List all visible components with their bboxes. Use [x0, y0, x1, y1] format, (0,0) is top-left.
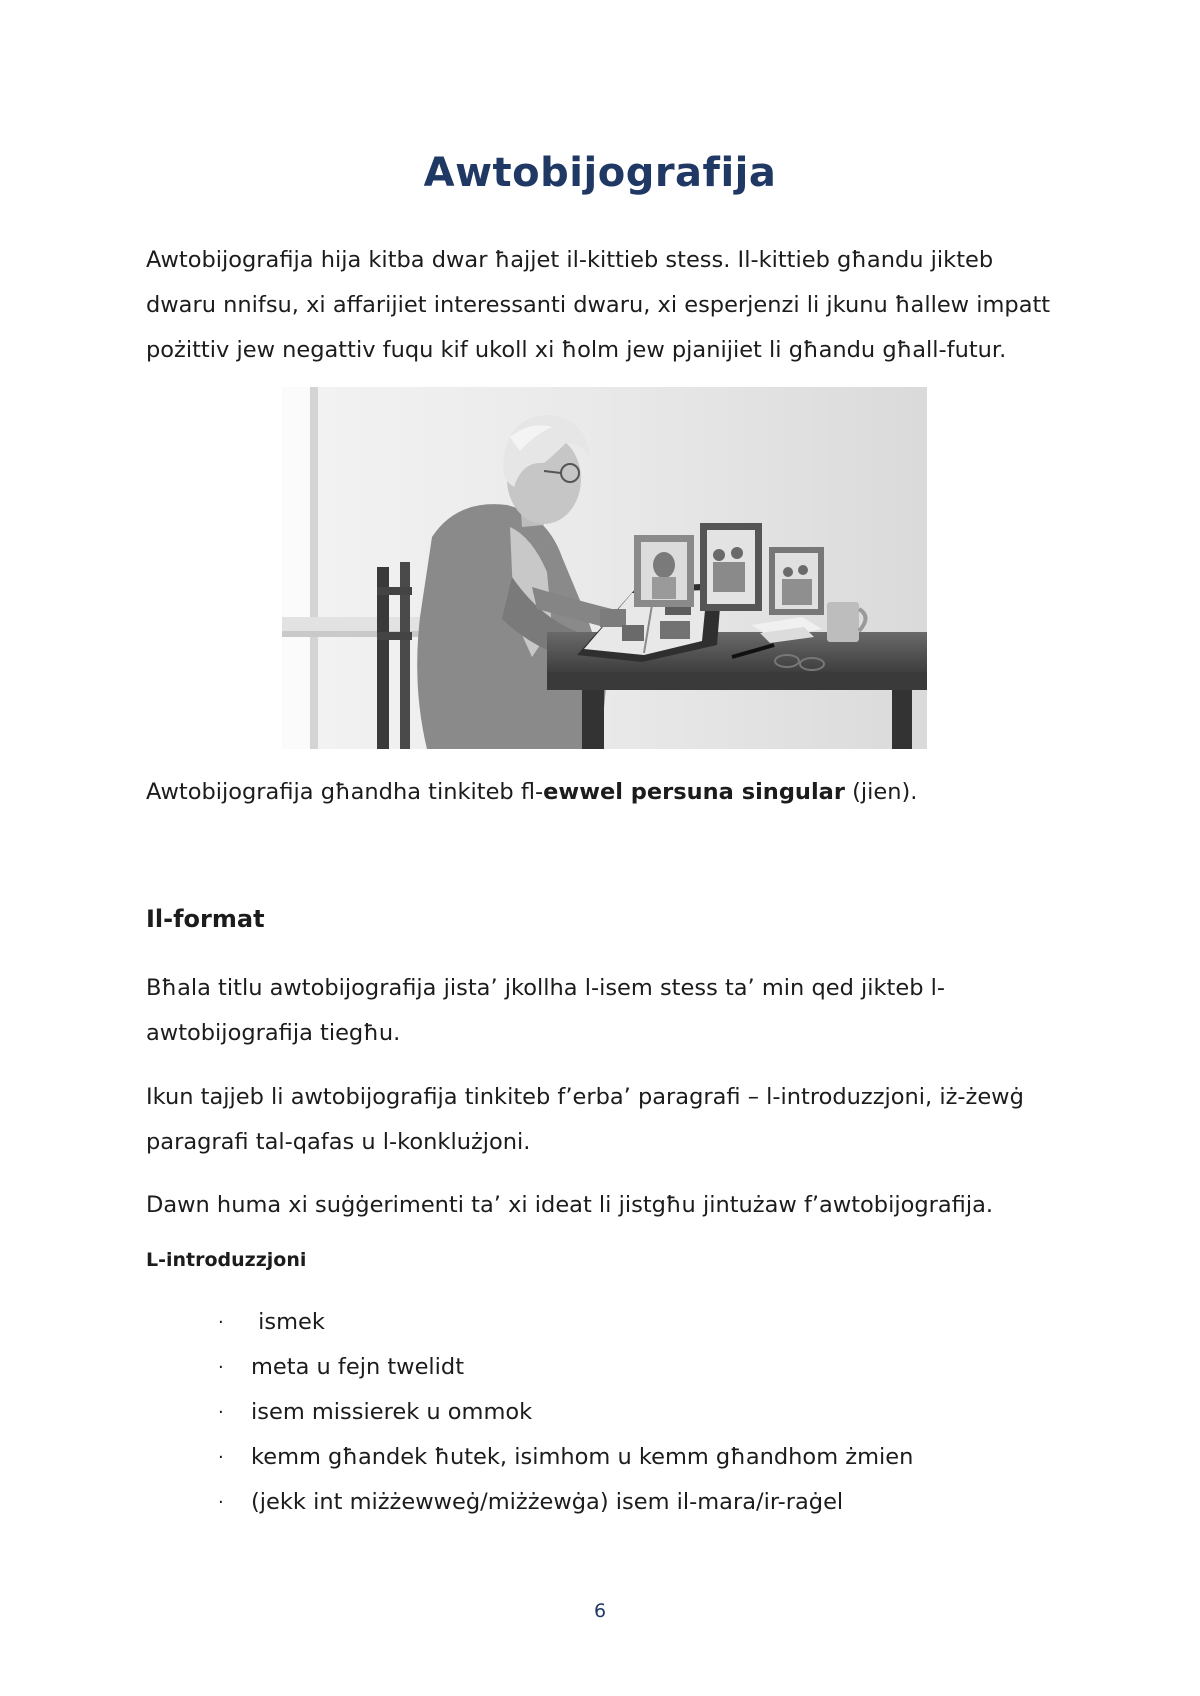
list-item-text: kemm għandek ħutek, isimhom u kemm għandhom żmien	[251, 1444, 914, 1470]
first-person-note	[146, 772, 917, 812]
section-heading-format: Il-format	[146, 905, 265, 933]
list-item	[218, 1300, 913, 1345]
intro-paragraph: Awtobijografija hija kitba dwar ħajjet il-kittieb stess. Il-kittieb għandu jikteb dwaru nnifsu, xi affarijiet interessanti dwaru, xi esperjenzi li jkunu ħallew impatt pożittiv jew negattiv fuqu kif ukoll xi ħolm jew pjanijiet li għandu għall-futur.	[146, 247, 1051, 363]
sub-heading-introduction: L-introduzzjoni	[146, 1249, 307, 1271]
page-number: 6	[593, 1600, 607, 1622]
person-line-text: Awtobijografija għandha tinkiteb fl-	[146, 779, 544, 805]
list-item-text: meta u fejn twelidt	[251, 1354, 465, 1380]
bullet-icon: ·	[218, 1447, 224, 1468]
paragraph-structure: Ikun tajjeb li awtobijografija tinkiteb f’erba’ paragrafi – l-introduzzjoni, iż-żewġ paragrafi tal-qafas u l-konklużjoni.	[146, 1084, 1024, 1155]
bullet-icon: ·	[218, 1312, 224, 1333]
list-item	[218, 1480, 913, 1525]
list-item-text: (jekk int miżżewweġ/miżżewġa) isem il-mara/ir-raġel	[251, 1489, 844, 1515]
introduction-bullet-list	[218, 1300, 913, 1525]
person-line-end: (jien).	[844, 779, 918, 805]
paragraph-suggestions: Dawn huma xi suġġerimenti ta’ xi ideat li jistgħu jintużaw f’awtobijografija.	[146, 1192, 994, 1218]
list-item	[218, 1390, 913, 1435]
list-item-text: ismek	[251, 1309, 325, 1335]
person-line-bold: ewwel persuna singular	[543, 779, 845, 805]
list-item	[218, 1345, 913, 1390]
bullet-icon: ·	[218, 1492, 224, 1513]
list-item-text: isem missierek u ommok	[251, 1399, 533, 1425]
paragraph-title: Bħala titlu awtobijografija jista’ jkollha l-isem stess ta’ min qed jikteb l-awtobijografija tiegħu.	[146, 975, 946, 1046]
page-title: Awtobijografija	[423, 150, 777, 196]
list-item	[218, 1435, 913, 1480]
bullet-icon: ·	[218, 1402, 224, 1423]
photo-elderly-woman-photo-album	[282, 387, 927, 749]
bullet-icon: ·	[218, 1357, 224, 1378]
